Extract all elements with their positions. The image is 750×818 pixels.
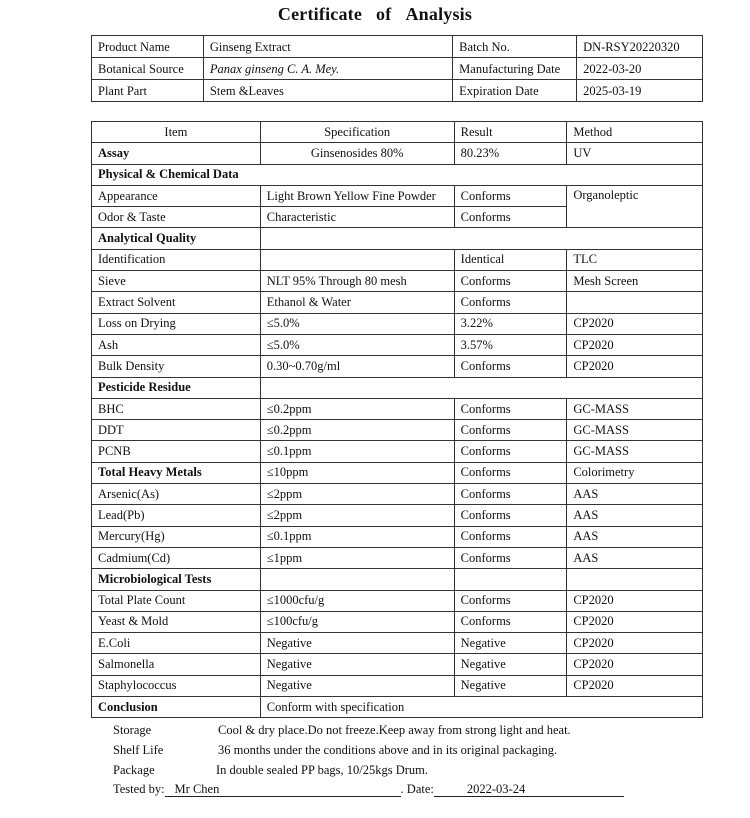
spec-cell: ≤1000cfu/g: [260, 590, 454, 611]
empty-cell: [260, 569, 454, 590]
spec-cell: ≤0.1ppm: [260, 441, 454, 462]
storage-line: [113, 723, 571, 738]
item-cell: Identification: [92, 249, 261, 270]
result-cell: Conforms: [454, 547, 567, 568]
method-cell: CP2020: [567, 590, 703, 611]
header-result: Result: [454, 122, 567, 143]
method-cell: CP2020: [567, 675, 703, 696]
shelf-life-line: [113, 743, 557, 758]
section-row: [92, 228, 703, 249]
result-cell: Negative: [454, 654, 567, 675]
section-row: [92, 569, 703, 590]
table-row: [92, 462, 703, 483]
spec-cell: ≤0.1ppm: [260, 526, 454, 547]
method-cell: Mesh Screen: [567, 271, 703, 292]
section-title: Microbiological Tests: [92, 569, 261, 590]
result-cell: Conforms: [454, 441, 567, 462]
shelf-life-value: 36 months under the conditions above and in its original packaging.: [218, 743, 558, 757]
empty-cell: [567, 569, 703, 590]
spec-cell: ≤1ppm: [260, 547, 454, 568]
result-cell: 3.57%: [454, 334, 567, 355]
result-cell: Conforms: [454, 292, 567, 313]
result-cell: Conforms: [454, 526, 567, 547]
empty-cell: [260, 228, 702, 249]
item-cell: Total Plate Count: [92, 590, 261, 611]
title-word-of: of: [376, 4, 392, 24]
spec-cell: ≤2ppm: [260, 505, 454, 526]
table-row: [92, 334, 703, 355]
item-cell: Lead(Pb): [92, 505, 261, 526]
result-cell: Identical: [454, 249, 567, 270]
signature-line: [113, 782, 624, 797]
result-cell: Negative: [454, 675, 567, 696]
item-cell: Assay: [92, 143, 261, 164]
spec-cell: Light Brown Yellow Fine Powder: [260, 185, 454, 206]
package-label: Package: [113, 763, 155, 777]
conclusion-row: [92, 697, 703, 718]
table-row: [92, 185, 703, 206]
title-word-certificate: Certificate: [277, 4, 363, 24]
item-cell: Total Heavy Metals: [92, 462, 261, 483]
item-cell: Arsenic(As): [92, 484, 261, 505]
spec-cell: Ginsenosides 80%: [260, 143, 454, 164]
method-cell: AAS: [567, 547, 703, 568]
table-row: [92, 633, 703, 654]
table-row: [92, 654, 703, 675]
table-row: [92, 611, 703, 632]
result-cell: Conforms: [454, 271, 567, 292]
result-cell: Conforms: [454, 484, 567, 505]
spec-cell: ≤5.0%: [260, 334, 454, 355]
section-row: [92, 164, 703, 185]
package-value: In double sealed PP bags, 10/25kgs Drum.: [216, 763, 429, 777]
item-cell: Appearance: [92, 185, 261, 206]
item-cell: Staphylococcus: [92, 675, 261, 696]
method-cell: UV: [567, 143, 703, 164]
spec-cell: ≤0.2ppm: [260, 420, 454, 441]
info-row: [92, 58, 703, 80]
info-value: Stem &Leaves: [203, 80, 452, 102]
table-row: [92, 271, 703, 292]
table-row: [92, 590, 703, 611]
result-cell: Conforms: [454, 505, 567, 526]
header-specification: Specification: [260, 122, 454, 143]
table-row: [92, 292, 703, 313]
spec-cell: ≤0.2ppm: [260, 398, 454, 419]
conclusion-label: Conclusion: [92, 697, 261, 718]
document-title: [0, 4, 750, 25]
info-value: Ginseng Extract: [203, 36, 452, 58]
info-label: Product Name: [92, 36, 204, 58]
info-label: Expiration Date: [453, 80, 577, 102]
spec-cell: Ethanol & Water: [260, 292, 454, 313]
spec-cell: ≤2ppm: [260, 484, 454, 505]
table-row: [92, 356, 703, 377]
info-label: Plant Part: [92, 80, 204, 102]
method-cell: Colorimetry: [567, 462, 703, 483]
result-cell: Conforms: [454, 185, 567, 206]
spec-cell: Negative: [260, 633, 454, 654]
method-cell: GC-MASS: [567, 441, 703, 462]
item-cell: Loss on Drying: [92, 313, 261, 334]
info-label: Botanical Source: [92, 58, 204, 80]
table-row: [92, 313, 703, 334]
item-cell: Mercury(Hg): [92, 526, 261, 547]
result-cell: Conforms: [454, 356, 567, 377]
shelf-life-label: Shelf Life: [113, 743, 164, 757]
result-cell: Conforms: [454, 420, 567, 441]
table-row: [92, 249, 703, 270]
method-cell: CP2020: [567, 313, 703, 334]
table-row: [92, 526, 703, 547]
item-cell: Extract Solvent: [92, 292, 261, 313]
item-cell: Cadmium(Cd): [92, 547, 261, 568]
spec-cell: ≤5.0%: [260, 313, 454, 334]
result-cell: 3.22%: [454, 313, 567, 334]
method-cell: CP2020: [567, 356, 703, 377]
section-title: Pesticide Residue: [92, 377, 261, 398]
method-cell: GC-MASS: [567, 398, 703, 419]
product-info-table: [91, 35, 703, 102]
item-cell: PCNB: [92, 441, 261, 462]
info-value: DN-RSY20220320: [577, 36, 703, 58]
item-cell: Ash: [92, 334, 261, 355]
result-cell: Negative: [454, 633, 567, 654]
spec-cell: ≤100cfu/g: [260, 611, 454, 632]
table-row: [92, 505, 703, 526]
info-value: 2022-03-20: [577, 58, 703, 80]
tested-by-label: Tested by:: [113, 782, 165, 796]
spec-cell: [260, 249, 454, 270]
section-row: [92, 377, 703, 398]
info-label: Batch No.: [453, 36, 577, 58]
item-cell: Sieve: [92, 271, 261, 292]
tested-by-value: Mr Chen: [165, 782, 401, 797]
info-value: 2025-03-19: [577, 80, 703, 102]
package-line: [113, 763, 428, 778]
storage-label: Storage: [113, 723, 152, 737]
method-cell: CP2020: [567, 611, 703, 632]
table-row: [92, 143, 703, 164]
result-cell: Conforms: [454, 398, 567, 419]
info-label: Manufacturing Date: [453, 58, 577, 80]
spec-cell: Characteristic: [260, 207, 454, 228]
table-header-row: [92, 122, 703, 143]
info-value: Panax ginseng C. A. Mey.: [203, 58, 452, 80]
spec-cell: NLT 95% Through 80 mesh: [260, 271, 454, 292]
method-cell: AAS: [567, 526, 703, 547]
table-row: [92, 547, 703, 568]
title-word-analysis: Analysis: [405, 4, 473, 24]
method-cell: [567, 292, 703, 313]
storage-value: Cool & dry place.Do not freeze.Keep away from strong light and heat.: [218, 723, 571, 737]
date-value: 2022-03-24: [434, 782, 624, 797]
spec-cell: Negative: [260, 654, 454, 675]
spec-cell: ≤10ppm: [260, 462, 454, 483]
info-row: [92, 80, 703, 102]
method-cell: CP2020: [567, 654, 703, 675]
item-cell: Odor & Taste: [92, 207, 261, 228]
item-cell: E.Coli: [92, 633, 261, 654]
table-row: [92, 398, 703, 419]
result-cell: Conforms: [454, 462, 567, 483]
result-cell: Conforms: [454, 207, 567, 228]
date-label: . Date:: [400, 782, 434, 796]
item-cell: Bulk Density: [92, 356, 261, 377]
section-title: Physical & Chemical Data: [92, 164, 703, 185]
method-cell: CP2020: [567, 334, 703, 355]
empty-cell: [260, 377, 702, 398]
item-cell: Yeast & Mold: [92, 611, 261, 632]
info-row: [92, 36, 703, 58]
specification-table: [91, 121, 703, 718]
result-cell: Conforms: [454, 590, 567, 611]
method-cell: AAS: [567, 505, 703, 526]
item-cell: Salmonella: [92, 654, 261, 675]
empty-cell: [454, 569, 567, 590]
item-cell: BHC: [92, 398, 261, 419]
spec-cell: Negative: [260, 675, 454, 696]
table-row: [92, 441, 703, 462]
table-row: [92, 484, 703, 505]
table-row: [92, 420, 703, 441]
conclusion-value: Conform with specification: [260, 697, 702, 718]
method-cell: TLC: [567, 249, 703, 270]
section-title: Analytical Quality: [92, 228, 261, 249]
result-cell: 80.23%: [454, 143, 567, 164]
method-cell: AAS: [567, 484, 703, 505]
result-cell: Conforms: [454, 611, 567, 632]
header-method: Method: [567, 122, 703, 143]
method-cell: Organoleptic: [567, 185, 703, 228]
table-row: [92, 675, 703, 696]
method-cell: CP2020: [567, 633, 703, 654]
header-item: Item: [92, 122, 261, 143]
item-cell: DDT: [92, 420, 261, 441]
spec-cell: 0.30~0.70g/ml: [260, 356, 454, 377]
method-cell: GC-MASS: [567, 420, 703, 441]
